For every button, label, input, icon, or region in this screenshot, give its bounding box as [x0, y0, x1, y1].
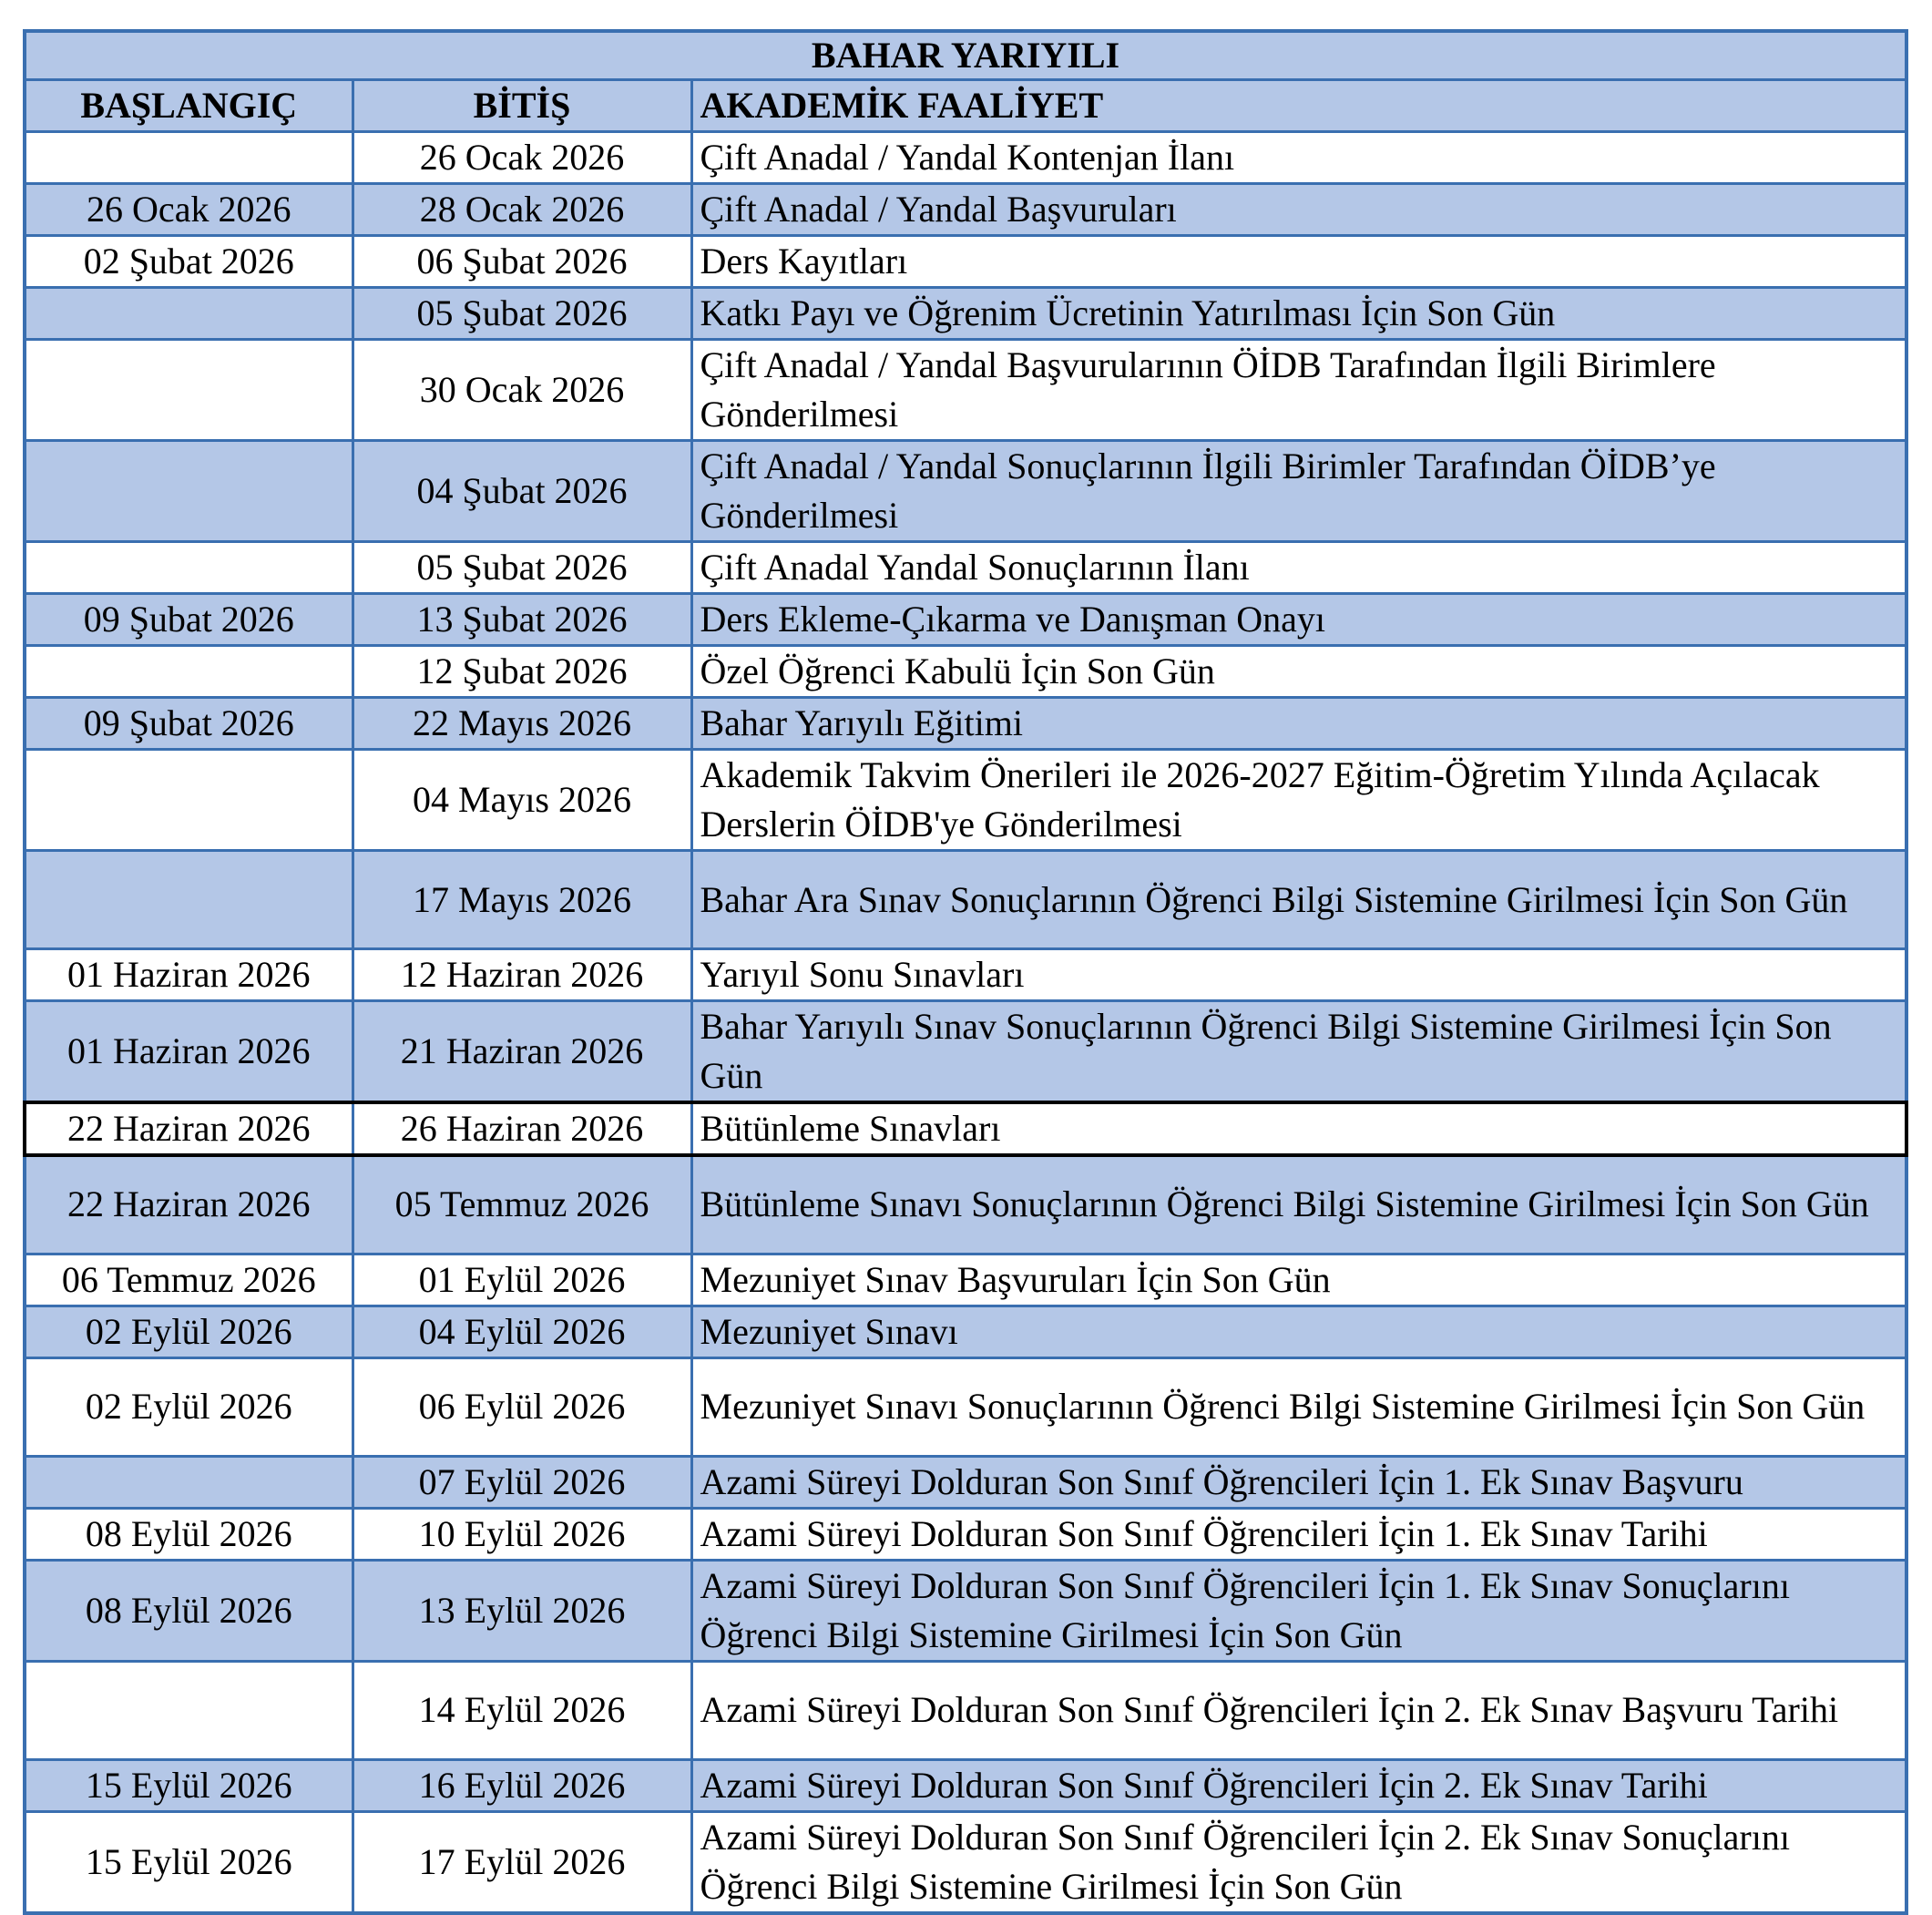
table-row	[25, 1508, 1906, 1560]
title-row	[25, 31, 1906, 80]
cell-activity: Çift Anadal / Yandal Kontenjan İlanı	[691, 132, 1906, 184]
cell-end: 21 Haziran 2026	[353, 1001, 691, 1103]
cell-end: 10 Eylül 2026	[353, 1508, 691, 1560]
cell-end: 04 Eylül 2026	[353, 1306, 691, 1357]
cell-end: 13 Şubat 2026	[353, 594, 691, 646]
table-row	[25, 1456, 1906, 1508]
cell-start	[25, 750, 353, 851]
cell-activity: Bahar Ara Sınav Sonuçlarının Öğrenci Bilgi Sistemine Girilmesi İçin Son Gün	[691, 851, 1906, 949]
table-row	[25, 949, 1906, 1001]
cell-activity: Mezuniyet Sınavı Sonuçlarının Öğrenci Bilgi Sistemine Girilmesi İçin Son Gün	[691, 1357, 1906, 1456]
cell-activity: Bütünleme Sınavı Sonuçlarının Öğrenci Bilgi Sistemine Girilmesi İçin Son Gün	[691, 1155, 1906, 1254]
cell-end: 05 Şubat 2026	[353, 288, 691, 340]
cell-start	[25, 340, 353, 441]
table-row	[25, 236, 1906, 288]
cell-end: 17 Eylül 2026	[353, 1811, 691, 1913]
column-header-activity: AKADEMİK FAALİYET	[691, 80, 1906, 132]
cell-start: 08 Eylül 2026	[25, 1560, 353, 1661]
table-row	[25, 1759, 1906, 1811]
cell-end: 05 Şubat 2026	[353, 542, 691, 594]
cell-activity: Azami Süreyi Dolduran Son Sınıf Öğrencileri İçin 2. Ek Sınav Sonuçlarını Öğrenci Bilgi Sistemine Girilmesi İçin Son Gün	[691, 1811, 1906, 1913]
cell-start: 09 Şubat 2026	[25, 594, 353, 646]
cell-start: 02 Eylül 2026	[25, 1357, 353, 1456]
cell-end: 06 Eylül 2026	[353, 1357, 691, 1456]
cell-start: 01 Haziran 2026	[25, 1001, 353, 1103]
calendar-rows	[25, 132, 1906, 1913]
table-row	[25, 132, 1906, 184]
table-row	[25, 441, 1906, 542]
cell-start: 01 Haziran 2026	[25, 949, 353, 1001]
cell-activity: Azami Süreyi Dolduran Son Sınıf Öğrencileri İçin 1. Ek Sınav Başvuru	[691, 1456, 1906, 1508]
calendar-table	[23, 29, 1908, 1915]
cell-end: 17 Mayıs 2026	[353, 851, 691, 949]
column-header-end: BİTİŞ	[353, 80, 691, 132]
table-row	[25, 594, 1906, 646]
table-row	[25, 542, 1906, 594]
table-row	[25, 1155, 1906, 1254]
cell-activity: Çift Anadal / Yandal Başvurularının ÖİDB Tarafından İlgili Birimlere Gönderilmesi	[691, 340, 1906, 441]
cell-end: 22 Mayıs 2026	[353, 698, 691, 750]
cell-start: 15 Eylül 2026	[25, 1811, 353, 1913]
cell-end: 01 Eylül 2026	[353, 1254, 691, 1306]
cell-activity: Azami Süreyi Dolduran Son Sınıf Öğrencileri İçin 1. Ek Sınav Tarihi	[691, 1508, 1906, 1560]
cell-start: 02 Şubat 2026	[25, 236, 353, 288]
table-row	[25, 1102, 1906, 1155]
cell-start	[25, 646, 353, 698]
cell-activity: Katkı Payı ve Öğrenim Ücretinin Yatırılması İçin Son Gün	[691, 288, 1906, 340]
cell-start	[25, 542, 353, 594]
cell-activity: Çift Anadal Yandal Sonuçlarının İlanı	[691, 542, 1906, 594]
table-row	[25, 1811, 1906, 1913]
column-header-start: BAŞLANGIÇ	[25, 80, 353, 132]
table-row	[25, 750, 1906, 851]
table-row	[25, 1306, 1906, 1357]
cell-activity: Azami Süreyi Dolduran Son Sınıf Öğrencileri İçin 2. Ek Sınav Tarihi	[691, 1759, 1906, 1811]
cell-start	[25, 132, 353, 184]
table-row	[25, 184, 1906, 236]
cell-start: 22 Haziran 2026	[25, 1102, 353, 1155]
table-title: BAHAR YARIYILI	[25, 31, 1906, 80]
cell-end: 06 Şubat 2026	[353, 236, 691, 288]
cell-activity: Azami Süreyi Dolduran Son Sınıf Öğrencileri İçin 2. Ek Sınav Başvuru Tarihi	[691, 1661, 1906, 1759]
table-row	[25, 288, 1906, 340]
cell-start: 15 Eylül 2026	[25, 1759, 353, 1811]
cell-activity: Çift Anadal / Yandal Sonuçlarının İlgili Birimler Tarafından ÖİDB’ye Gönderilmesi	[691, 441, 1906, 542]
cell-start: 26 Ocak 2026	[25, 184, 353, 236]
cell-activity: Bütünleme Sınavları	[691, 1102, 1906, 1155]
cell-activity: Ders Ekleme-Çıkarma ve Danışman Onayı	[691, 594, 1906, 646]
cell-activity: Çift Anadal / Yandal Başvuruları	[691, 184, 1906, 236]
table-row	[25, 646, 1906, 698]
cell-end: 14 Eylül 2026	[353, 1661, 691, 1759]
table-row	[25, 698, 1906, 750]
cell-activity: Azami Süreyi Dolduran Son Sınıf Öğrencileri İçin 1. Ek Sınav Sonuçlarını Öğrenci Bilgi Sistemine Girilmesi İçin Son Gün	[691, 1560, 1906, 1661]
cell-end: 04 Mayıs 2026	[353, 750, 691, 851]
cell-end: 12 Haziran 2026	[353, 949, 691, 1001]
cell-end: 26 Haziran 2026	[353, 1102, 691, 1155]
cell-end: 16 Eylül 2026	[353, 1759, 691, 1811]
cell-activity: Akademik Takvim Önerileri ile 2026-2027 Eğitim-Öğretim Yılında Açılacak Derslerin ÖİDB'ye Gönderilmesi	[691, 750, 1906, 851]
cell-end: 13 Eylül 2026	[353, 1560, 691, 1661]
cell-start: 08 Eylül 2026	[25, 1508, 353, 1560]
academic-calendar-sheet	[23, 29, 1905, 1915]
cell-start	[25, 441, 353, 542]
cell-end: 04 Şubat 2026	[353, 441, 691, 542]
cell-start	[25, 1661, 353, 1759]
table-row	[25, 1661, 1906, 1759]
cell-activity: Bahar Yarıyılı Eğitimi	[691, 698, 1906, 750]
cell-start	[25, 851, 353, 949]
cell-end: 30 Ocak 2026	[353, 340, 691, 441]
cell-activity: Mezuniyet Sınavı	[691, 1306, 1906, 1357]
header-row	[25, 80, 1906, 132]
cell-end: 26 Ocak 2026	[353, 132, 691, 184]
cell-end: 05 Temmuz 2026	[353, 1155, 691, 1254]
table-row	[25, 1254, 1906, 1306]
table-row	[25, 1560, 1906, 1661]
cell-end: 28 Ocak 2026	[353, 184, 691, 236]
cell-start	[25, 1456, 353, 1508]
cell-end: 12 Şubat 2026	[353, 646, 691, 698]
cell-start: 09 Şubat 2026	[25, 698, 353, 750]
table-row	[25, 851, 1906, 949]
cell-activity: Yarıyıl Sonu Sınavları	[691, 949, 1906, 1001]
cell-end: 07 Eylül 2026	[353, 1456, 691, 1508]
cell-start: 02 Eylül 2026	[25, 1306, 353, 1357]
cell-start	[25, 288, 353, 340]
cell-start: 06 Temmuz 2026	[25, 1254, 353, 1306]
cell-start: 22 Haziran 2026	[25, 1155, 353, 1254]
cell-activity: Özel Öğrenci Kabulü İçin Son Gün	[691, 646, 1906, 698]
table-row	[25, 340, 1906, 441]
cell-activity: Mezuniyet Sınav Başvuruları İçin Son Gün	[691, 1254, 1906, 1306]
table-row	[25, 1001, 1906, 1103]
table-row	[25, 1357, 1906, 1456]
cell-activity: Bahar Yarıyılı Sınav Sonuçlarının Öğrenci Bilgi Sistemine Girilmesi İçin Son Gün	[691, 1001, 1906, 1103]
cell-activity: Ders Kayıtları	[691, 236, 1906, 288]
